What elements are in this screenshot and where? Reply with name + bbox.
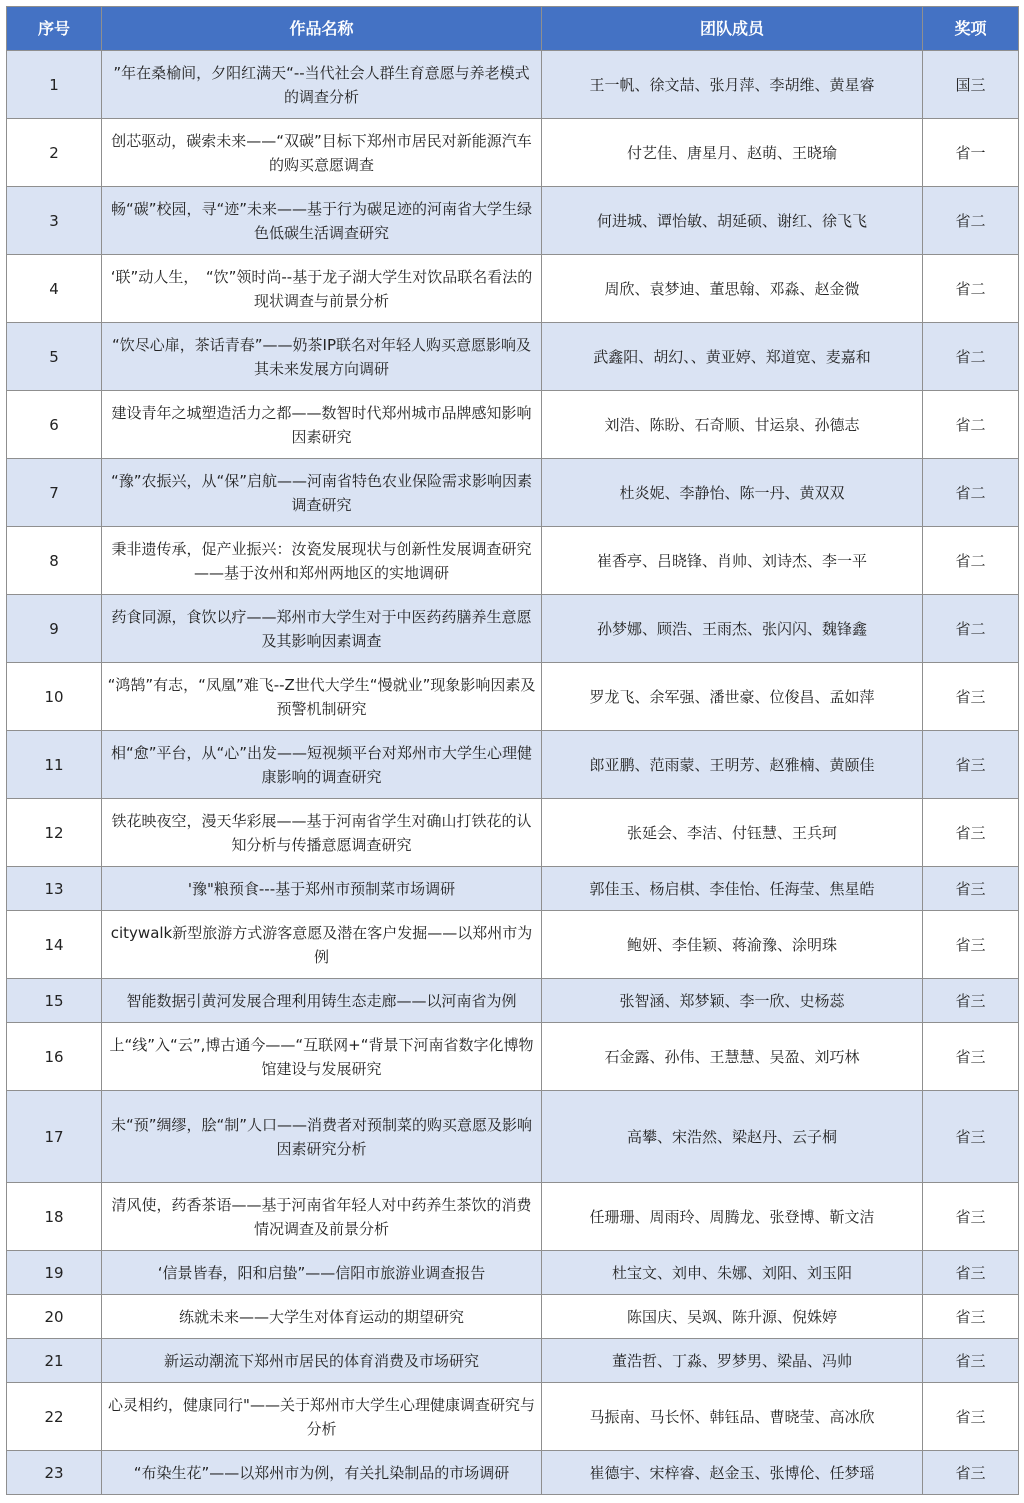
cell-team: 周欣、袁梦迪、董思翰、邓淼、赵金微 [542, 255, 923, 323]
cell-no: 12 [7, 799, 102, 867]
table-row [7, 119, 1019, 187]
cell-award: 省二 [923, 459, 1019, 527]
cell-award: 省三 [923, 979, 1019, 1023]
cell-title: 药食同源，食饮以疗——郑州市大学生对于中医药药膳养生意愿及其影响因素调查 [102, 595, 542, 663]
cell-award: 省二 [923, 187, 1019, 255]
cell-title: “鸿鹄”有志，“凤凰”难飞--Z世代大学生“慢就业”现象影响因素及预警机制研究 [102, 663, 542, 731]
cell-no: 21 [7, 1339, 102, 1383]
cell-team: 崔德宇、宋梓睿、赵金玉、张博伦、任梦瑶 [542, 1451, 923, 1495]
cell-award: 省三 [923, 1295, 1019, 1339]
cell-award: 省三 [923, 1383, 1019, 1451]
cell-award: 省一 [923, 119, 1019, 187]
cell-team: 陈国庆、吴飒、陈升源、倪姝婷 [542, 1295, 923, 1339]
cell-title: 建设青年之城塑造活力之都——数智时代郑州城市品牌感知影响因素研究 [102, 391, 542, 459]
cell-team: 崔香亭、吕晓锋、肖帅、刘诗杰、李一平 [542, 527, 923, 595]
cell-team: 董浩哲、丁淼、罗梦男、梁晶、冯帅 [542, 1339, 923, 1383]
cell-award: 省三 [923, 799, 1019, 867]
cell-team: 鲍妍、李佳颖、蒋渝豫、涂明珠 [542, 911, 923, 979]
cell-team: 张延会、李洁、付钰慧、王兵珂 [542, 799, 923, 867]
cell-no: 20 [7, 1295, 102, 1339]
cell-team: 杜炎妮、李静怡、陈一丹、黄双双 [542, 459, 923, 527]
table-row [7, 799, 1019, 867]
cell-award: 省二 [923, 595, 1019, 663]
cell-no: 16 [7, 1023, 102, 1091]
cell-award: 省二 [923, 391, 1019, 459]
cell-no: 1 [7, 51, 102, 119]
cell-team: 马振南、马长怀、韩钰品、曹晓莹、高冰欣 [542, 1383, 923, 1451]
cell-no: 15 [7, 979, 102, 1023]
cell-team: 王一帆、徐文喆、张月萍、李胡维、黄星睿 [542, 51, 923, 119]
cell-no: 23 [7, 1451, 102, 1495]
table-row [7, 731, 1019, 799]
cell-title: “饮尽心扉，茶话青春”——奶茶IP联名对年轻人购买意愿影响及其未来发展方向调研 [102, 323, 542, 391]
header-no: 序号 [7, 7, 102, 51]
table-row [7, 595, 1019, 663]
cell-no: 14 [7, 911, 102, 979]
cell-title: 心灵相约，健康同行"——关于郑州市大学生心理健康调查研究与分析 [102, 1383, 542, 1451]
cell-team: 罗龙飞、余军强、潘世豪、位俊昌、孟如萍 [542, 663, 923, 731]
cell-no: 10 [7, 663, 102, 731]
table-row [7, 1023, 1019, 1091]
table-row [7, 391, 1019, 459]
cell-team: 孙梦娜、顾浩、王雨杰、张闪闪、魏锋鑫 [542, 595, 923, 663]
cell-title: ‘信景皆春，阳和启蛰”——信阳市旅游业调查报告 [102, 1251, 542, 1295]
cell-title: “布染生花”——以郑州市为例，有关扎染制品的市场调研 [102, 1451, 542, 1495]
cell-title: 练就未来——大学生对体育运动的期望研究 [102, 1295, 542, 1339]
cell-no: 9 [7, 595, 102, 663]
table-row [7, 979, 1019, 1023]
table-row [7, 255, 1019, 323]
cell-award: 省三 [923, 1451, 1019, 1495]
cell-no: 3 [7, 187, 102, 255]
table-row [7, 1295, 1019, 1339]
table-body [7, 51, 1019, 1495]
cell-no: 5 [7, 323, 102, 391]
cell-title: 畅“碳”校园，寻“迹”未来——基于行为碳足迹的河南省大学生绿色低碳生活调查研究 [102, 187, 542, 255]
cell-team: 付艺佳、唐星月、赵萌、王晓瑜 [542, 119, 923, 187]
cell-award: 省三 [923, 1339, 1019, 1383]
cell-team: 杜宝文、刘申、朱娜、刘阳、刘玉阳 [542, 1251, 923, 1295]
table-row [7, 663, 1019, 731]
cell-title: 智能数据引黄河发展合理利用铸生态走廊——以河南省为例 [102, 979, 542, 1023]
cell-award: 省三 [923, 867, 1019, 911]
table-row [7, 527, 1019, 595]
cell-title: 铁花映夜空，漫天华彩展——基于河南省学生对确山打铁花的认知分析与传播意愿调查研究 [102, 799, 542, 867]
cell-award: 省三 [923, 1183, 1019, 1251]
cell-title: ”年在桑榆间，夕阳红满天“--当代社会人群生育意愿与养老模式的调查分析 [102, 51, 542, 119]
cell-award: 省三 [923, 1023, 1019, 1091]
table-row [7, 867, 1019, 911]
table-row [7, 1183, 1019, 1251]
cell-no: 8 [7, 527, 102, 595]
cell-award: 省三 [923, 1091, 1019, 1183]
cell-team: 任珊珊、周雨玲、周腾龙、张登博、靳文洁 [542, 1183, 923, 1251]
cell-award: 国三 [923, 51, 1019, 119]
cell-title: 相“愈”平台，从“心”出发——短视频平台对郑州市大学生心理健康影响的调查研究 [102, 731, 542, 799]
cell-no: 6 [7, 391, 102, 459]
header-title: 作品名称 [102, 7, 542, 51]
cell-no: 11 [7, 731, 102, 799]
cell-award: 省三 [923, 731, 1019, 799]
cell-team: 武鑫阳、胡幻、、黄亚婷、郑道宽、麦嘉和 [542, 323, 923, 391]
cell-team: 张智涵、郑梦颖、李一欣、史杨蕊 [542, 979, 923, 1023]
table-row [7, 1251, 1019, 1295]
table-row [7, 1451, 1019, 1495]
cell-title: 新运动潮流下郑州市居民的体育消费及市场研究 [102, 1339, 542, 1383]
table-row [7, 1339, 1019, 1383]
cell-team: 石金露、孙伟、王慧慧、吴盈、刘巧林 [542, 1023, 923, 1091]
cell-title: 上“线”入“云”,博古通今——“互联网+“背景下河南省数字化博物馆建设与发展研究 [102, 1023, 542, 1091]
table-row [7, 51, 1019, 119]
cell-title: citywalk新型旅游方式游客意愿及潜在客户发掘——以郑州市为例 [102, 911, 542, 979]
table-row [7, 1091, 1019, 1183]
table-row [7, 187, 1019, 255]
cell-team: 何进城、谭怡敏、胡延硕、谢红、徐飞飞 [542, 187, 923, 255]
cell-award: 省二 [923, 323, 1019, 391]
cell-title: 秉非遗传承，促产业振兴：汝瓷发展现状与创新性发展调查研究——基于汝州和郑州两地区的实地调研 [102, 527, 542, 595]
cell-award: 省二 [923, 255, 1019, 323]
cell-no: 4 [7, 255, 102, 323]
cell-team: 郭佳玉、杨启棋、李佳怡、任海莹、焦星皓 [542, 867, 923, 911]
cell-no: 7 [7, 459, 102, 527]
cell-title: 未“预”绸缪，脍“制”人口——消费者对预制菜的购买意愿及影响因素研究分析 [102, 1091, 542, 1183]
cell-no: 22 [7, 1383, 102, 1451]
cell-title: “豫”农振兴，从“保”启航——河南省特色农业保险需求影响因素调查研究 [102, 459, 542, 527]
cell-no: 2 [7, 119, 102, 187]
cell-title: 创芯驱动，碳索未来——“双碳”目标下郑州市居民对新能源汽车的购买意愿调查 [102, 119, 542, 187]
cell-team: 刘浩、陈盼、石奇顺、甘运泉、孙德志 [542, 391, 923, 459]
awards-table [6, 6, 1019, 1495]
header-row [7, 7, 1019, 51]
cell-award: 省三 [923, 663, 1019, 731]
table-row [7, 459, 1019, 527]
cell-team: 郎亚鹏、范雨蒙、王明芳、赵雅楠、黄颐佳 [542, 731, 923, 799]
table-row [7, 323, 1019, 391]
cell-award: 省二 [923, 527, 1019, 595]
cell-title: ‘联”动人生， “饮”领时尚--基于龙子湖大学生对饮品联名看法的现状调查与前景分析 [102, 255, 542, 323]
table-row [7, 911, 1019, 979]
cell-title: 清风使，药香茶语——基于河南省年轻人对中药养生茶饮的消费情况调查及前景分析 [102, 1183, 542, 1251]
cell-title: '豫"粮预食---基于郑州市预制菜市场调研 [102, 867, 542, 911]
cell-award: 省三 [923, 911, 1019, 979]
cell-no: 17 [7, 1091, 102, 1183]
cell-no: 13 [7, 867, 102, 911]
table-row [7, 1383, 1019, 1451]
cell-team: 高攀、宋浩然、梁赵丹、云子桐 [542, 1091, 923, 1183]
cell-award: 省三 [923, 1251, 1019, 1295]
header-team: 团队成员 [542, 7, 923, 51]
cell-no: 18 [7, 1183, 102, 1251]
cell-no: 19 [7, 1251, 102, 1295]
header-award: 奖项 [923, 7, 1019, 51]
